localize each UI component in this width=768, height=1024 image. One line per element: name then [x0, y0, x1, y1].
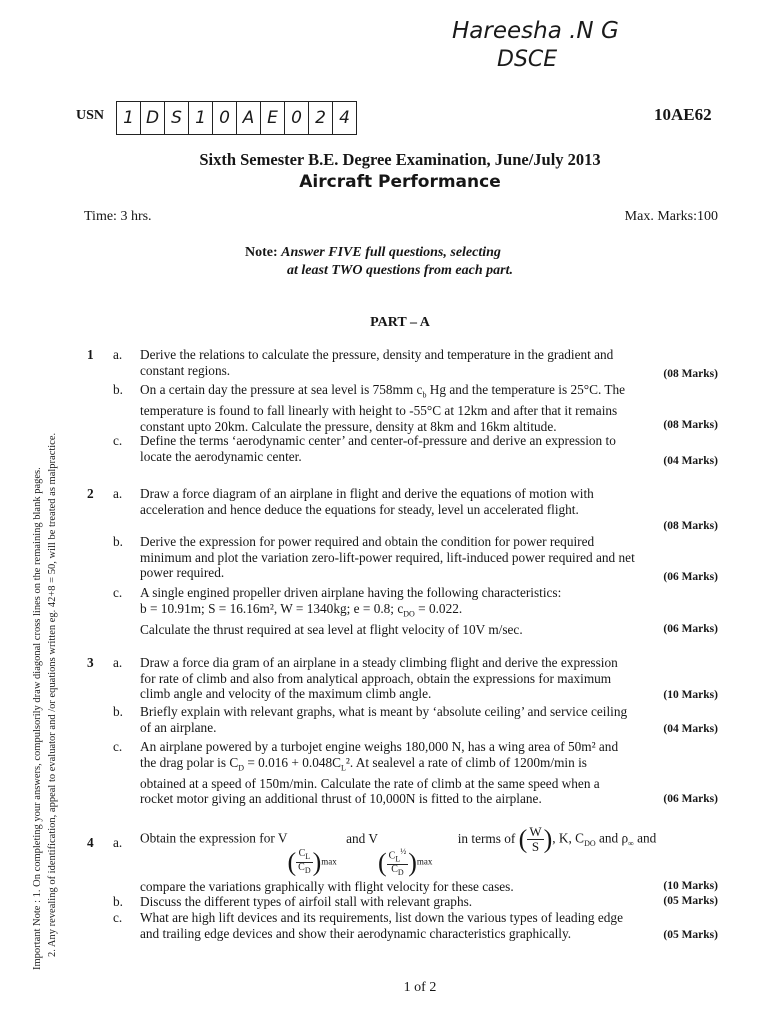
usn-char: 0: [284, 101, 309, 135]
part-label: c.: [113, 585, 123, 600]
note: [245, 244, 513, 280]
q2b-text: Derive the expression for power required and obtain the condition for power required minimum and plot the variation zero-lift-power required, lift-induced power required and net power required.: [140, 534, 635, 581]
side-note-line2: 2. Any revealing of identification, appeal to evaluator and /or equations written eg. 42+8 = 50, will be treated as malpractice.: [47, 432, 58, 957]
q4a-text: compare the variations graphically with flight velocity for these cases.: [140, 879, 514, 894]
q4c-text: What are high lift devices and its requirements, list down the various types of leading edge and trailing edge devices and show their aerodynamic characteristics graphically.: [140, 910, 623, 941]
part-heading: PART – A: [370, 315, 430, 330]
q4b-text: Discuss the different types of airfoil stall with relevant graphs.: [140, 894, 473, 909]
usn-char: D: [140, 101, 165, 135]
marks: (05 Marks): [663, 929, 718, 941]
question-number: 2: [87, 486, 94, 501]
part-label: c.: [113, 433, 123, 448]
marks: (08 Marks): [663, 419, 718, 431]
marks: (08 Marks): [663, 368, 718, 380]
usn-char: A: [236, 101, 261, 135]
exam-title: Sixth Semester B.E. Degree Examination, June/July 2013: [199, 150, 601, 169]
q2c-text: A single engined propeller driven airplane having the following characteristics: b = 10.91m; S = 16.16m², W = 1340kg; e = 0.8; $c_{DO} = 0.022$. Calculate the thrust required at sea level at flight velocity of 10V m/sec.: [140, 585, 562, 637]
part-label: c.: [113, 739, 123, 754]
question-number: 1: [87, 347, 94, 362]
marks: (08 Marks): [663, 520, 718, 532]
side-note-line1: Important Note : 1. On completing your answers, compulsorily draw diagonal cross lines on the remaining blank pages.: [32, 467, 43, 970]
question-number: 4: [87, 835, 94, 850]
note-line1: Answer FIVE full questions, selecting: [281, 245, 501, 260]
q3b-text: Briefly explain with relevant graphs, what is meant by ‘absolute ceiling’ and service ceiling of an airplane.: [140, 704, 628, 735]
q3a-text: Draw a force dia gram of an airplane in a steady climbing flight and derive the expression for rate of climb and also from analytical approach, obtain the expressions for maximum climb angle and velocity of the maximum climb angle.: [140, 655, 618, 702]
marks: (04 Marks): [663, 723, 718, 735]
question-number: 3: [87, 655, 94, 670]
marks: (10 Marks): [663, 880, 718, 892]
part-label: a.: [113, 486, 123, 501]
q1a-text: Derive the relations to calculate the pressure, density and temperature in the gradient and constant regions.: [140, 347, 614, 378]
page-number: 1 of 2: [403, 980, 437, 995]
part-label: b.: [113, 382, 123, 397]
q2a-text: Draw a force diagram of an airplane in flight and derive the equations of motion with acceleration and hence deduce the equations for steady, level un accelerated flight.: [140, 486, 594, 517]
usn-char: 4: [332, 101, 357, 135]
q3c-text: An airplane powered by a turbojet engine weighs 180,000 N, has a wing area of 50m² and the drag polar is $C_D = 0.016 + 0.048C_L^2$. At sealevel a rate of climb of 1200m/min is obtained at a speed of 150m/min. Calculate the rate of climb at the same speed when a rocket motor giving an additional thrust of 10,000N is fitted to the airplane.: [140, 739, 619, 807]
part-label: a.: [113, 835, 123, 850]
usn-char: 1: [188, 101, 213, 135]
subject-title: Aircraft Performance: [299, 172, 501, 192]
course-code: 10AE62: [654, 105, 712, 124]
usn-char: 2: [308, 101, 333, 135]
usn-char: 1: [116, 101, 141, 135]
note-line2: at least TWO questions from each part.: [287, 263, 513, 278]
part-label: a.: [113, 347, 123, 362]
q4a-formula-line: Obtain the expression for V( $\frac{C_L}{C_D}$ )max and V( $\frac{C_L^{\frac{1}{2}}}{C_D}$ )max in terms of ( $\frac{W}{S}$ ), K, $C_{DO}$ and $\rho_\infty$ and: [140, 824, 657, 878]
usn-label: USN: [76, 108, 105, 123]
marks: (06 Marks): [663, 793, 718, 805]
usn-char: S: [164, 101, 189, 135]
note-label: Note:: [245, 245, 278, 260]
handwritten-college: DSCE: [497, 47, 558, 72]
part-label: b.: [113, 894, 123, 909]
side-note: [30, 433, 60, 970]
usn-char: 0: [212, 101, 237, 135]
part-label: a.: [113, 655, 123, 670]
time-allowed: Time: 3 hrs.: [84, 209, 152, 224]
max-marks: Max. Marks:100: [624, 209, 718, 224]
marks: (06 Marks): [663, 623, 718, 635]
part-label: b.: [113, 704, 123, 719]
part-label: b.: [113, 534, 123, 549]
marks: (05 Marks): [663, 895, 718, 907]
q1b-text: On a certain day the pressure at sea level is 758mm $c_b$ Hg and the temperature is 25°C. The temperature is found to fall linearly with height to -55°C at 12km and after that it remains constant upto 20km. Calculate the pressure, density at 8km and 16km altitude.: [140, 382, 626, 434]
q1c-text: Define the terms ‘aerodynamic center’ and center-of-pressure and derive an expression to locate the aerodynamic center.: [140, 433, 616, 464]
usn-char: E: [260, 101, 285, 135]
marks: (06 Marks): [663, 571, 718, 583]
handwritten-name: Hareesha .N G: [452, 18, 619, 44]
marks: (10 Marks): [663, 689, 718, 701]
marks: (04 Marks): [663, 455, 718, 467]
part-label: c.: [113, 910, 123, 925]
